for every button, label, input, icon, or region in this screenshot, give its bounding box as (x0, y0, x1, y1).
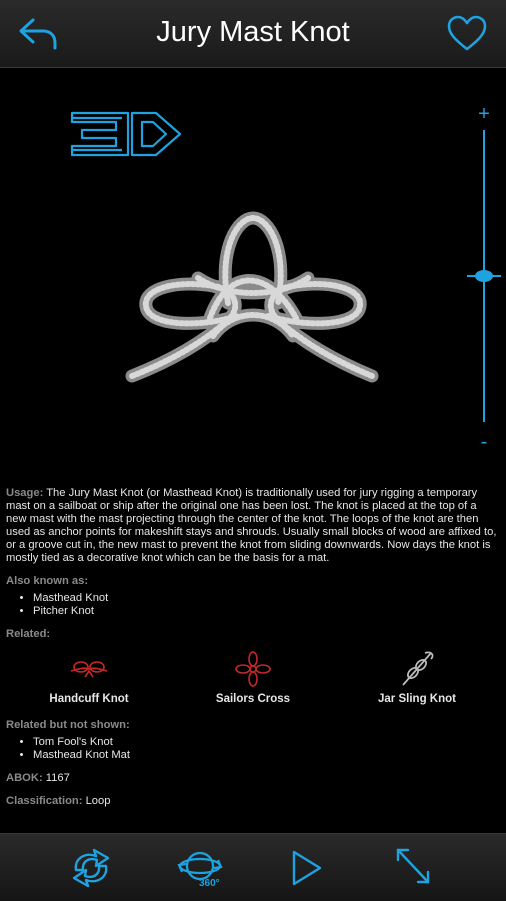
usage-paragraph (6, 487, 500, 565)
usage-label: Usage: (6, 487, 44, 499)
handcuff-knot-icon (69, 649, 109, 689)
related-heading: Related: (6, 628, 51, 640)
classification-value: Loop (82, 795, 111, 807)
related-label: Jar Sling Knot (378, 693, 456, 705)
related-handcuff-knot[interactable] (14, 649, 164, 706)
zoom-in-button[interactable]: + (478, 103, 490, 125)
list-item: • Masthead Knot Mat (33, 749, 500, 762)
refresh-arrows-icon (66, 846, 116, 890)
knot-viewer[interactable] (0, 68, 506, 478)
aka-heading: Also known as: (6, 575, 89, 587)
sailors-cross-icon (233, 649, 273, 689)
list-item: • Tom Fool's Knot (33, 736, 500, 749)
step-button[interactable] (66, 846, 116, 890)
rotate-360-label: 360° (199, 878, 220, 889)
abok-row (6, 772, 500, 785)
not-shown-list (6, 736, 500, 762)
aka-list (6, 592, 500, 618)
list-item: • Pitcher Knot (33, 605, 500, 618)
usage-text: The Jury Mast Knot (or Masthead Knot) is traditionally used for jury rigging a temporary mast on a sailboat or ship after the original one has been lost. The knot is placed at the top of a new mast with the mast projecting through the center of the knot. The loops of the knot are then used as anchor points for makeshift stays and shrouds. Usually small blocks of wood are affixed to, or a groove cut in, the new mast to prevent the knot from sliding downwards. Now days the knot is mostly tied as a decorative knot which can be the basis for a mat. (6, 487, 497, 564)
list-item: • Masthead Knot (33, 592, 500, 605)
classification-label: Classification: (6, 795, 83, 807)
knot-description (6, 487, 500, 808)
heart-icon (446, 14, 488, 54)
app-header (0, 0, 506, 68)
abok-value: 1167 (42, 772, 70, 784)
classification-row (6, 795, 500, 808)
bottom-toolbar (0, 833, 506, 901)
not-shown-heading: Related but not shown: (6, 719, 130, 731)
fullscreen-button[interactable] (388, 846, 438, 890)
jar-sling-knot-icon (397, 649, 437, 689)
play-button[interactable] (282, 846, 332, 890)
zoom-out-button[interactable]: - (480, 431, 488, 453)
related-jar-sling-knot[interactable] (342, 649, 492, 706)
expand-icon (388, 846, 438, 890)
page-title: Jury Mast Knot (156, 16, 350, 48)
related-label: Handcuff Knot (49, 693, 129, 705)
abok-label: ABOK: (6, 772, 43, 784)
zoom-slider[interactable] (464, 104, 504, 454)
zoom-thumb[interactable] (467, 269, 501, 283)
related-sailors-cross[interactable] (178, 649, 328, 706)
play-icon (282, 846, 332, 890)
related-label: Sailors Cross (215, 693, 291, 705)
knot-3d-model[interactable] (118, 208, 388, 398)
favorite-button[interactable] (446, 14, 488, 54)
related-knots (6, 649, 500, 709)
3d-mode-icon[interactable] (70, 110, 184, 158)
